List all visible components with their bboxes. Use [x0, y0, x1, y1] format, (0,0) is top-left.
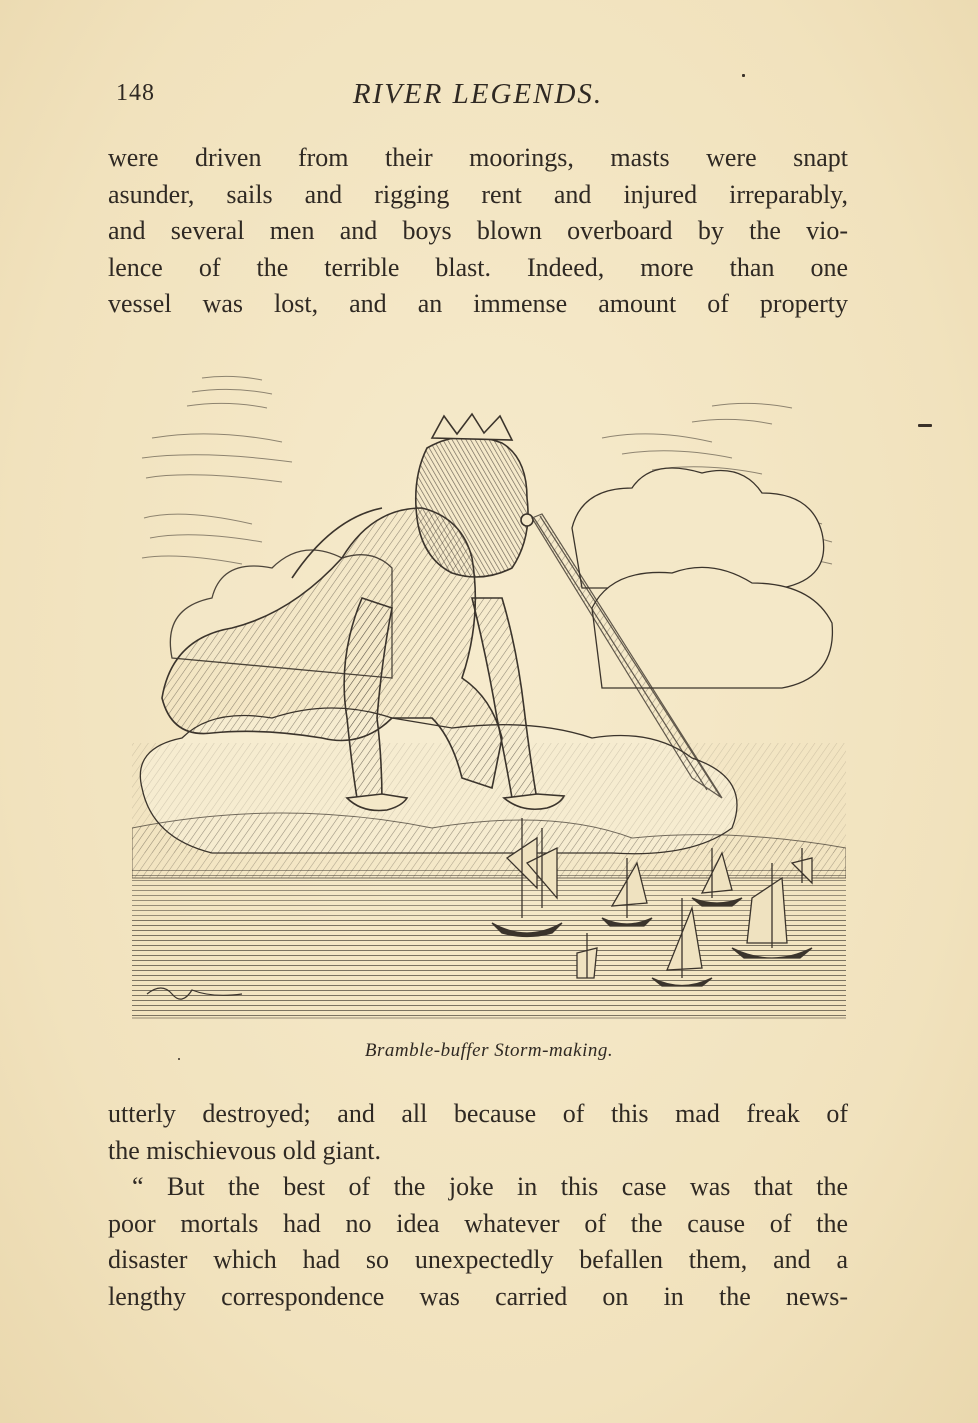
page-header: [108, 78, 848, 118]
text-line: were driven from their moorings, masts were snapt: [108, 143, 848, 172]
figure-caption: Bramble-buffer Storm-making.: [364, 1040, 614, 1061]
text-line: poor mortals had no idea whatever of the cause of the: [108, 1208, 848, 1238]
text-line: lence of the terrible blast. Indeed, more than one: [108, 252, 848, 282]
running-head: RIVER LEGENDS.: [352, 78, 604, 110]
page-number: 148: [116, 80, 155, 106]
top-paragraph: [108, 140, 848, 323]
text-line: the mischievous old giant.: [108, 1135, 381, 1165]
text-line: utterly destroyed; and all because of this mad freak of: [108, 1099, 848, 1128]
bottom-paragraphs: [108, 1096, 848, 1315]
storm-illustration: [132, 358, 846, 1028]
paper-speck: [918, 424, 932, 427]
text-line: disaster which had so unexpectedly befallen them, and a: [108, 1245, 848, 1274]
text-line: vessel was lost, and an immense amount of property: [108, 289, 848, 318]
text-line: lengthy correspondence was carried on in the news-: [108, 1281, 848, 1311]
paper-speck: [742, 74, 745, 77]
text-line: “ But the best of the joke in this case was that the: [132, 1172, 848, 1201]
text-line: and several men and boys blown overboard by the vio-: [108, 216, 848, 245]
paper-speck: [178, 1058, 180, 1060]
text-line: asunder, sails and rigging rent and injured irreparably,: [108, 179, 848, 209]
